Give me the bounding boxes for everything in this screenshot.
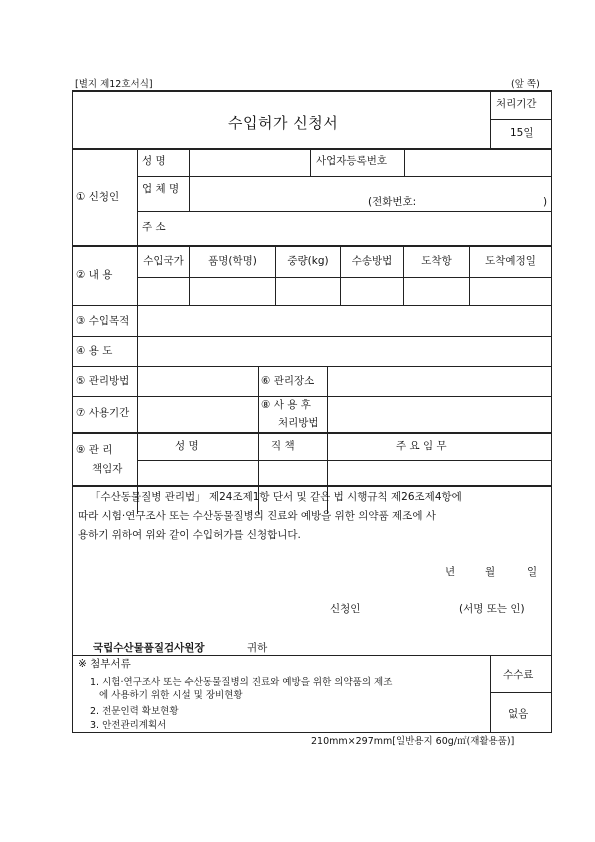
fee-label: 수수료 — [503, 669, 534, 681]
frame-right — [551, 90, 552, 733]
applicant-vline — [137, 149, 138, 246]
content-section: ② 내 용 — [76, 269, 113, 281]
content-col — [275, 246, 276, 306]
statement-line1: 「수산동물질병 관리법」 제24조제1항 단서 및 같은 법 시행규칙 제26조제4항에 — [90, 491, 462, 503]
recipient-name: 국립수산물품질검사원장 — [93, 642, 205, 654]
manager-line2: 책임자 — [92, 463, 123, 475]
col-arrival: 도착예정일 — [485, 255, 536, 267]
company-label: 업 체 명 — [142, 183, 180, 195]
attach-top — [72, 655, 552, 656]
date-day: 일 — [527, 566, 538, 578]
page-title: 수입허가 신청서 — [228, 114, 339, 132]
manager-col-position: 직 책 — [271, 440, 295, 452]
date-year: 년 — [445, 566, 456, 578]
usage-label: ④ 용 도 — [76, 345, 113, 357]
content-col — [403, 246, 404, 306]
fee-mid — [490, 692, 552, 693]
fee-divider — [490, 655, 491, 733]
section-line — [72, 396, 552, 397]
signature-sign: (서명 또는 인) — [459, 603, 525, 615]
applicant-label-vline — [189, 149, 190, 211]
processing-label: 처리기간 — [496, 98, 537, 110]
frame-top — [72, 90, 552, 92]
row-line — [137, 176, 552, 177]
frame-left — [72, 90, 73, 733]
fee-value: 없음 — [508, 708, 529, 720]
content-col — [469, 246, 470, 306]
statement-line3: 용하기 위하여 위와 같이 수입허가를 신청합니다. — [78, 529, 301, 541]
manager-line1: ⑨ 관 리 — [76, 444, 113, 456]
address-label: 주 소 — [142, 221, 166, 233]
attachment-1: 1. 시험·연구조사 또는 수산동물질병의 진료와 예방을 위한 의약품의 제조 — [90, 677, 393, 688]
attachment-3: 3. 안전관리계획서 — [90, 720, 167, 731]
section-line — [72, 245, 552, 247]
mgmt-place-label: ⑥ 관리장소 — [261, 375, 315, 387]
bizno-left — [310, 149, 311, 176]
date-month: 월 — [485, 566, 496, 578]
title-divider — [490, 91, 491, 149]
attachment-1-cont: 에 사용하기 위한 시설 및 장비현황 — [99, 690, 243, 701]
content-vline — [137, 246, 138, 306]
section-line — [72, 432, 552, 434]
statement-line2: 따라 시험·연구조사 또는 수산동물질병의 진료와 예방을 위한 의약품 제조에 사 — [78, 510, 436, 522]
processing-value: 15일 — [510, 127, 534, 139]
processing-divider — [490, 119, 552, 120]
bizno-right — [404, 149, 405, 176]
form-number: [별지 제12호서식] — [75, 79, 153, 90]
use-period-label: ⑦ 사용기간 — [76, 407, 130, 419]
attachments-header: ※ 첨부서류 — [78, 658, 131, 670]
page-side: (앞 쪽) — [511, 79, 540, 90]
row-line — [137, 277, 552, 278]
purpose-label: ③ 수입목적 — [76, 315, 130, 327]
content-col — [189, 246, 190, 306]
post-use-line1: ⑧ 사 용 후 — [261, 399, 311, 411]
section-line — [72, 485, 552, 487]
col-transport: 수송방법 — [351, 255, 393, 267]
bizno-label: 사업자등록번호 — [316, 155, 388, 167]
phone-close: ) — [543, 196, 548, 208]
recipient-suffix: 귀하 — [247, 642, 268, 654]
col-item: 품명(학명) — [208, 255, 257, 267]
section-line — [72, 336, 552, 337]
paper-spec: 210mm×297mm[일반용지 60g/㎡(재활용품)] — [311, 736, 515, 747]
frame-bottom — [72, 732, 552, 733]
post-use-line2: 처리방법 — [278, 417, 319, 429]
section-line — [72, 305, 552, 306]
manager-col-duty: 주 요 임 무 — [396, 440, 447, 452]
col-port: 도착항 — [421, 255, 452, 267]
col-country: 수입국가 — [143, 255, 184, 267]
title-bottom — [72, 148, 552, 150]
mgmt-method-label: ⑤ 관리방법 — [76, 375, 130, 387]
col-weight: 중량(kg) — [287, 255, 329, 267]
manager-col-name: 성 명 — [175, 440, 199, 452]
applicant-section: ① 신청인 — [76, 191, 120, 203]
name-label: 성 명 — [142, 155, 166, 167]
attachment-2: 2. 전문인력 확보현황 — [90, 706, 179, 717]
section-line — [72, 366, 552, 367]
row-line — [137, 460, 552, 461]
signature-label: 신청인 — [330, 603, 361, 615]
phone-label: (전화번호: — [368, 196, 417, 208]
content-col — [340, 246, 341, 306]
row-line — [137, 211, 552, 212]
